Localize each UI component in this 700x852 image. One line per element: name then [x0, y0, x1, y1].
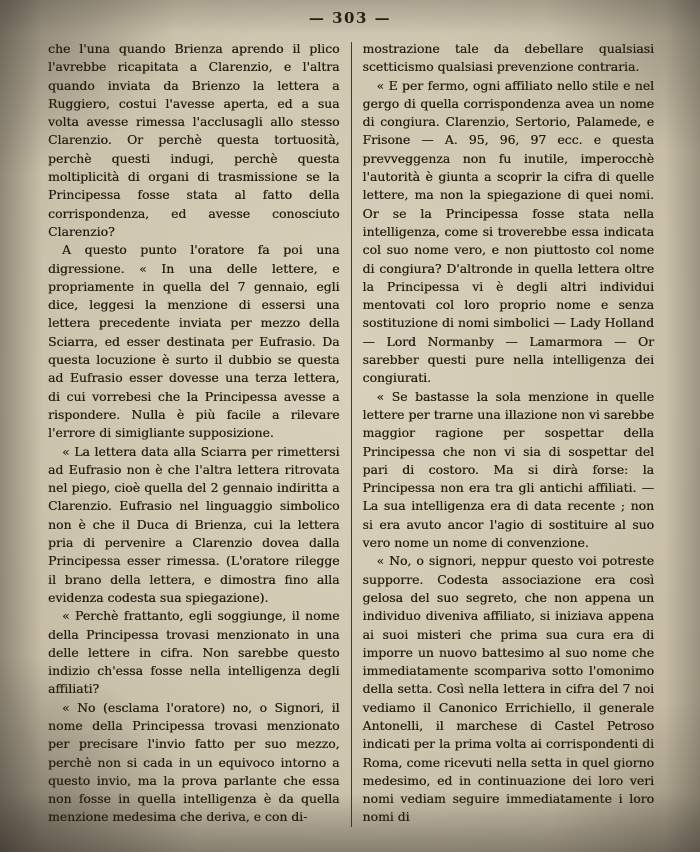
paragraph: « E per fermo, ogni affiliato nello stile e nel gergo di quella corrispondenza avea un nome di congiura. Clarenzio, Sertorio, Palamede, e Frisone — A. 95, 96, 97 ecc. e questa prevveggenza non fu inutile, imperocchè l'autorità è giunta a scoprir la cifra di quelle lettere, ma non la spiegazione di quei nomi. Or se la Principessa fosse stata nella intelligenza, come si troverebbe essa indicata col suo nome vero, e non piuttosto col nome di congiura? D'altronde in quella lettera oltre la Principessa vi è degli altri individui mentovati col loro proprio nome e senza sostituzione di nomi simbolici — Lady Holland — Lord Normanby — Lamarmora — Or sarebber questi pure nella intelligenza dei congiurati. — [362, 77, 654, 386]
paragraph: « Se bastasse la sola menzione in quelle lettere per trarne una illazione non vi sarebbe maggior ragione per sospettar della Principessa che non vi sia di sospettar del pari di costoro. Ma si dirà forse: la Principessa non era tra gli antichi affiliati. — La sua intelligenza era di data recente ; non si era avuto ancor l'agio di sostituire al suo vero nome un nome di convenzione. — [362, 388, 654, 551]
right-column — [363, 40, 655, 827]
text-columns — [48, 40, 654, 827]
paragraph: « No, o signori, neppur questo voi potreste supporre. Codesta associazione era così gelosa del suo segreto, che non appena un individuo diveniva affiliato, si iniziava appena ai suoi misteri che prima sua cura era di imporre un nuovo battesimo al suo nome che immediatamente scompariva sotto l'omonimo della setta. Così nella lettera in cifra del 7 noi vediamo il Canonico Errichiello, il generale Antonelli, il marchese di Castel Petroso indicati per la prima volta ai corrispondenti di Roma, come ricevuti nella setta in quel giorno medesimo, ed in continuazione dei loro veri nomi vediam seguire immediatamente i loro nomi di — [362, 553, 654, 825]
paragraph: « La lettera data alla Sciarra per rimettersi ad Eufrasio non è che l'altra lettera ritrovata nel piego, cioè quella del 2 gennaio indiritta a Clarenzio. Eufrasio nel linguaggio simbolico non è che il Duca di Brienza, cui la lettera pria di pervenire a Clarenzio dovea dalla Principessa esser rimessa. (L'oratore rilegge il brano della lettera, e dimostra fino alla evidenza codesta sua spiegazione). — [48, 443, 340, 605]
paragraph: « No (esclama l'oratore) no, o Signori, il nome della Principessa trovasi menzionato per precisare l'invio fatto per suo mezzo, perchè non si cada in un equivoco intorno a questo invio, ma la prova parlante che essa non fosse in quella intelligenza è da quella menzione medesima che deriva, e con di- — [48, 699, 340, 825]
paragraph: mostrazione tale da debellare qualsiasi scetticismo qualsiasi prevenzione contraria. — [362, 41, 654, 75]
left-column — [48, 40, 340, 827]
paragraph: A questo punto l'oratore fa poi una digressione. « In una delle lettere, e propriamente in quella del 7 gennaio, egli dice, leggesi la menzione di essersi una lettera precedente inviata per mezzo della Sciarra, ed esser destinata per Eufrasio. Da questa locuzione è surto il dubbio se questa ad Eufrasio esser dovesse una terza lettera, di cui vorrebesi che la Principessa avesse a rispondere. Nulla è più facile a rilevare l'errore di simigliante supposizione. — [48, 242, 340, 441]
column-divider — [351, 42, 352, 827]
paragraph: che l'una quando Brienza aprendo il plico l'avrebbe ricapitata a Clarenzio, e l'altra quando inviata da Brienzo la lettera a Ruggiero, costui l'avesse aperta, ed a sua volta avesse rimessa l'acclusagli allo stesso Clarenzio. Or perchè questa tortuosità, perchè questi indugi, perchè questa moltiplicità di organi di trasmissione se la Principessa fosse stata al fatto della corrispondenza, ed avesse conosciuto Clarenzio? — [48, 41, 340, 239]
paragraph: « Perchè frattanto, egli soggiunge, il nome della Principessa trovasi menzionato in una delle lettere in cifra. Non sarebbe questo indizio ch'essa fosse nella intelligenza degli affiliati? — [48, 608, 340, 697]
page-number: — 303 — — [308, 9, 392, 27]
